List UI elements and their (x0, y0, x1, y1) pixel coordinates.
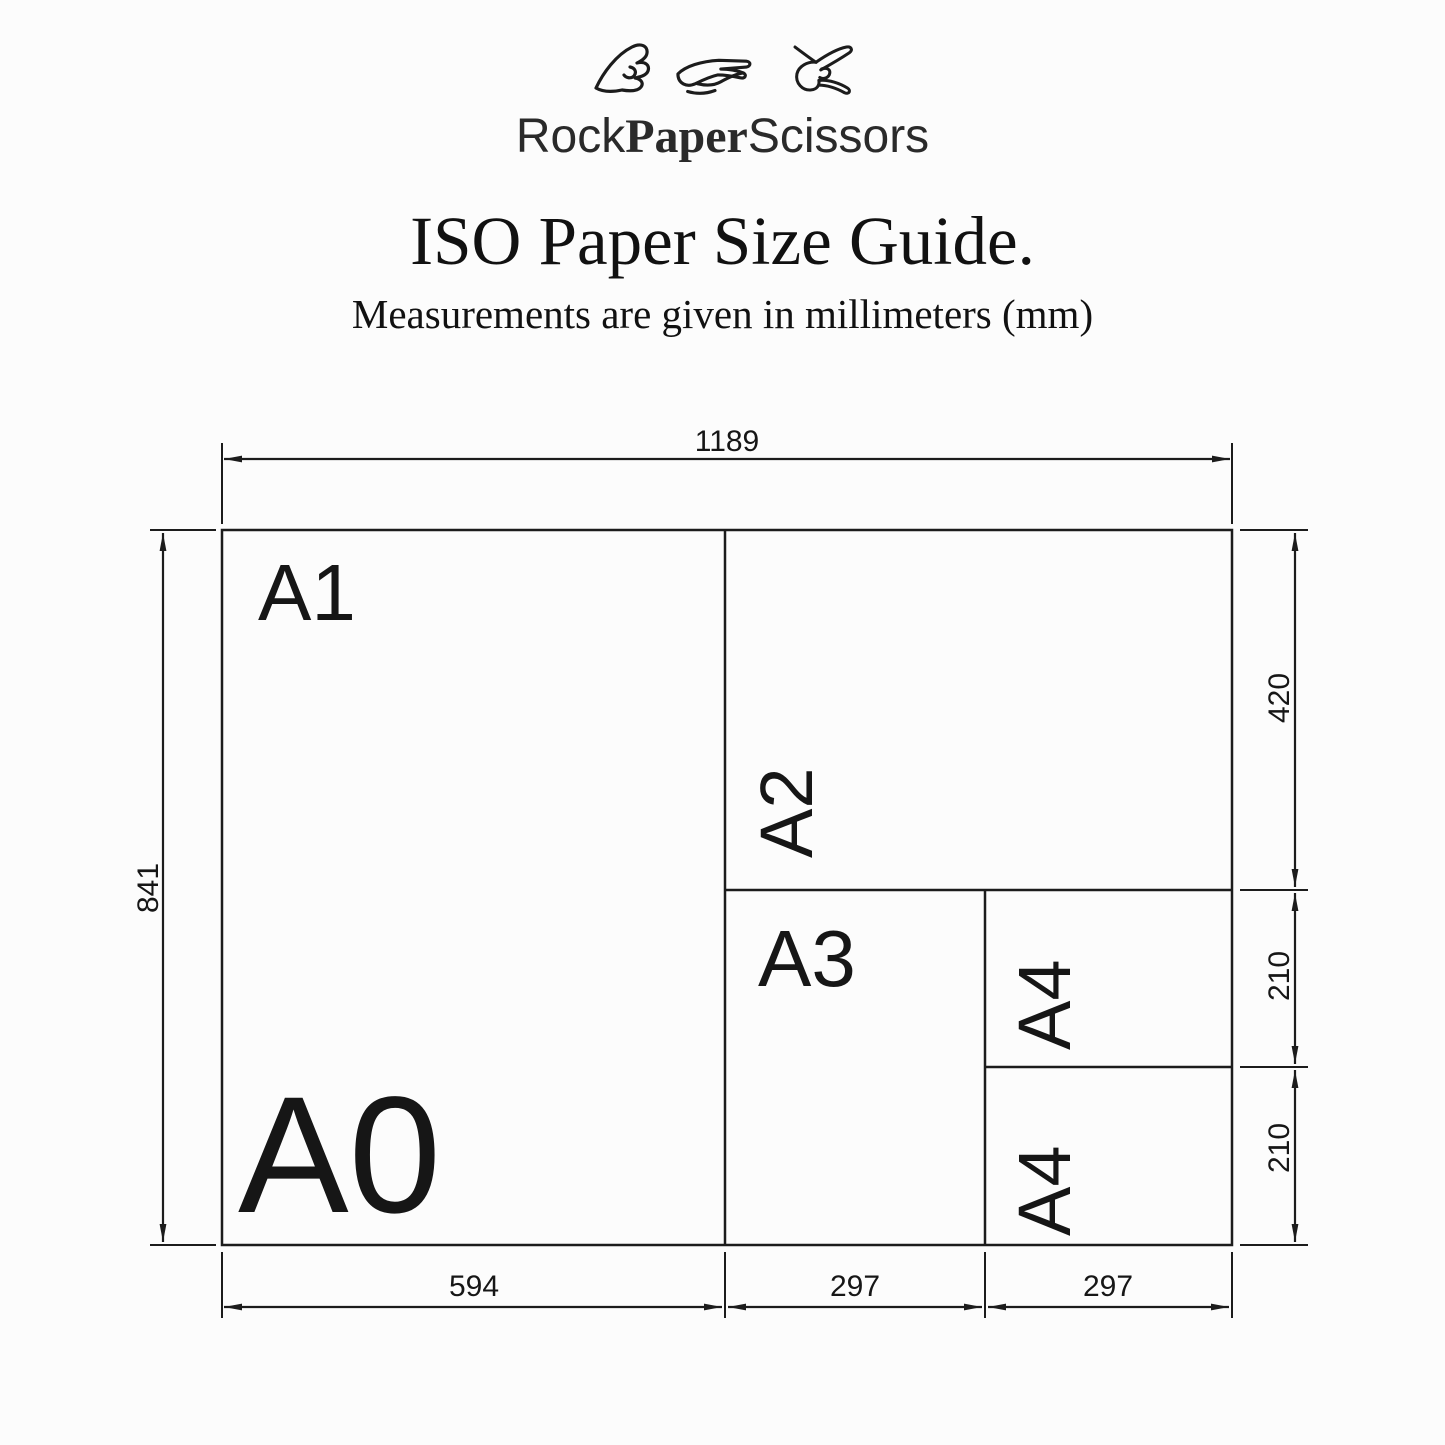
logo-word-rock: Rock (515, 110, 626, 163)
sheet-label-a3: A3 (758, 914, 856, 1003)
dim-label-total-width: 1189 (694, 425, 760, 458)
dim-label-a4-bottom-height: 210 (1263, 1122, 1296, 1173)
logo-word-scissors: Scissors (747, 110, 930, 163)
dim-label-a2-height: 420 (1263, 672, 1296, 723)
sheet-label-a2: A2 (745, 767, 828, 858)
sheet-label-a0: A0 (238, 1063, 442, 1248)
logo-word-paper: Paper (625, 110, 748, 163)
page-subtitle: Measurements are given in millimeters (mm) (351, 291, 1094, 337)
sheet-label-a4-bottom: A4 (1003, 1145, 1086, 1236)
sheet-label-a1: A1 (258, 548, 356, 637)
page-title: ISO Paper Size Guide. (410, 203, 1035, 279)
dim-label-a3-width: 297 (829, 1270, 881, 1303)
dim-label-a4-top-height: 210 (1263, 950, 1296, 1001)
dim-label-a4-width: 297 (1082, 1270, 1134, 1303)
dim-label-a1-width: 594 (448, 1270, 500, 1303)
sheet-label-a4-top: A4 (1003, 959, 1086, 1050)
dim-label-total-height: 841 (132, 862, 165, 913)
